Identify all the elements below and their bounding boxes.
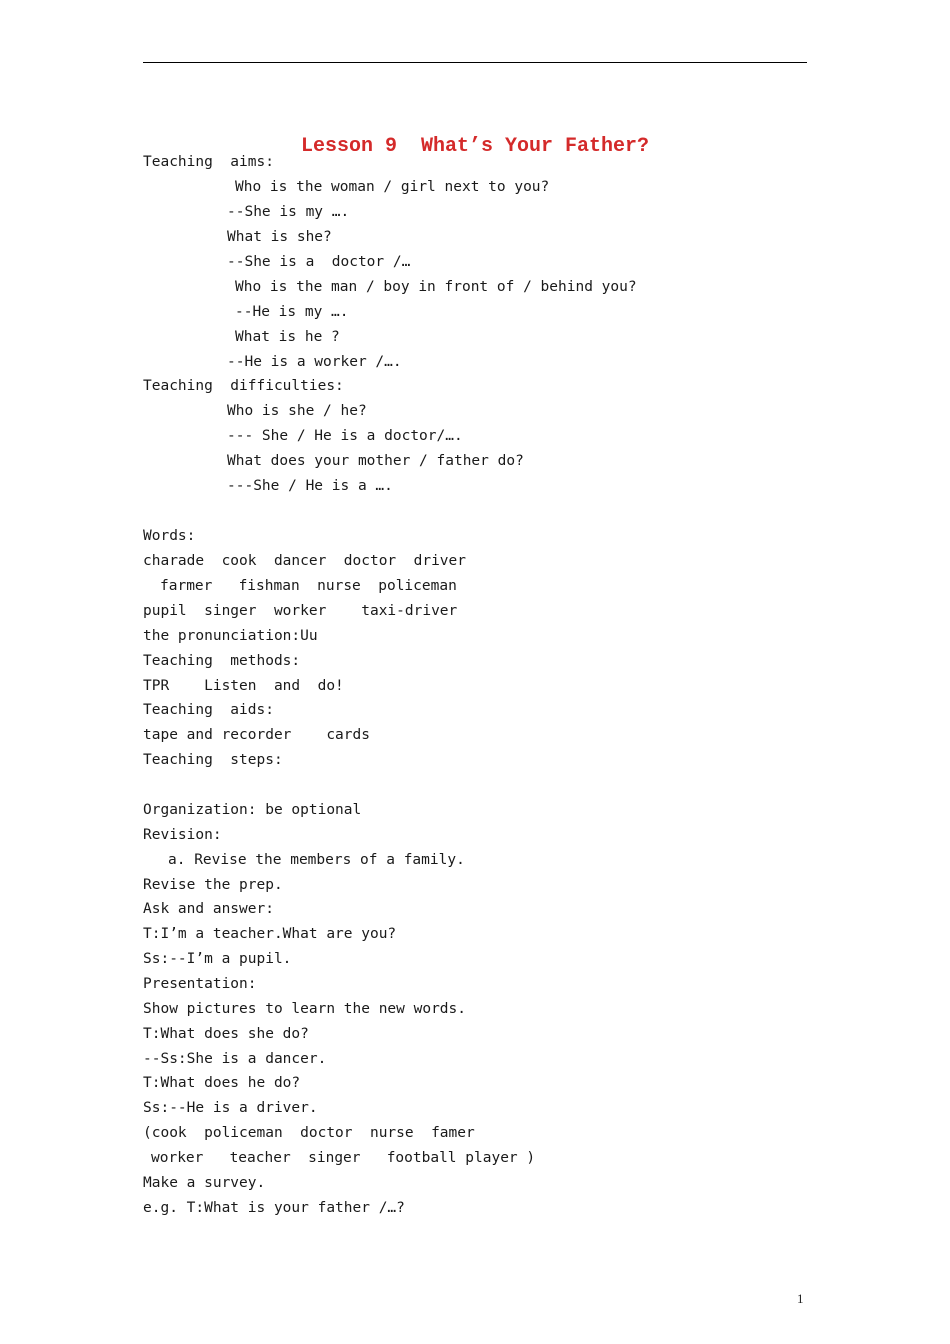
text-line: Who is she / he? <box>227 403 367 419</box>
page-title: Lesson 9 What’s Your Father? <box>300 135 650 159</box>
text-line: the pronunciation:Uu <box>143 628 318 644</box>
words-line: (cook policeman doctor nurse famer <box>143 1125 475 1141</box>
text-line: What is he ? <box>235 329 340 345</box>
text-line: What does your mother / father do? <box>227 453 524 469</box>
text-line: --He is a worker /…. <box>227 354 402 370</box>
heading-words: Words: <box>143 528 196 544</box>
text-line: Revise the prep. <box>143 877 283 893</box>
header-rule <box>143 62 807 63</box>
text-line: Make a survey. <box>143 1175 266 1191</box>
dialogue-line: Ss:--I’m a pupil. <box>143 951 292 967</box>
text-line: Show pictures to learn the new words. <box>143 1001 467 1017</box>
dialogue-line: T:What does she do? <box>143 1026 309 1042</box>
heading-teaching-aims: Teaching aims: <box>143 154 274 170</box>
heading-revision: Revision: <box>143 827 222 843</box>
text-line: What is she? <box>227 229 332 245</box>
text-line: a. Revise the members of a family. <box>168 852 465 868</box>
heading-teaching-methods: Teaching methods: <box>143 653 301 669</box>
words-line: charade cook dancer doctor driver <box>143 553 467 569</box>
heading-teaching-aids: Teaching aids: <box>143 702 274 718</box>
heading-presentation: Presentation: <box>143 976 257 992</box>
heading-teaching-difficulties: Teaching difficulties: <box>143 378 344 394</box>
text-line: Who is the man / boy in front of / behind you? <box>235 279 637 295</box>
words-line: pupil singer worker taxi-driver <box>143 603 458 619</box>
words-line: farmer fishman nurse policeman <box>160 578 457 594</box>
dialogue-line: T:I’m a teacher.What are you? <box>143 926 397 942</box>
text-line: --He is my …. <box>235 304 349 320</box>
text-line: Ask and answer: <box>143 901 274 917</box>
text-line: TPR Listen and do! <box>143 678 344 694</box>
text-line: --She is my …. <box>227 204 350 220</box>
dialogue-line: T:What does he do? <box>143 1075 301 1091</box>
page-number: 1 <box>797 1291 804 1306</box>
text-line: --She is a doctor /… <box>227 254 411 270</box>
words-line: worker teacher singer football player ) <box>151 1150 536 1166</box>
heading-teaching-steps: Teaching steps: <box>143 752 283 768</box>
text-line: tape and recorder cards <box>143 727 370 743</box>
text-line: --- She / He is a doctor/…. <box>227 428 463 444</box>
dialogue-line: Ss:--He is a driver. <box>143 1100 318 1116</box>
text-line: Organization: be optional <box>143 802 362 818</box>
dialogue-line: e.g. T:What is your father /…? <box>143 1200 405 1216</box>
text-line: Who is the woman / girl next to you? <box>235 179 550 195</box>
dialogue-line: --Ss:She is a dancer. <box>143 1051 327 1067</box>
text-line: ---She / He is a …. <box>227 478 393 494</box>
